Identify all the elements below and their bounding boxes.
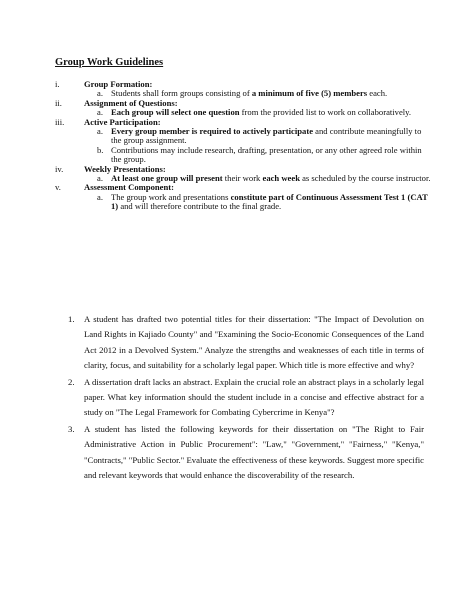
subitem-letter: a. bbox=[97, 173, 103, 184]
question-item bbox=[0, 375, 474, 421]
emphasis-text: each week bbox=[262, 173, 300, 184]
text-run: and will therefore contribute to the final grade. bbox=[118, 201, 282, 212]
guideline-heading: Weekly Presentations: bbox=[84, 163, 166, 174]
question-item bbox=[0, 422, 474, 484]
guideline-item bbox=[0, 99, 474, 118]
emphasis-text: Each group will select one question bbox=[111, 107, 240, 118]
guideline-heading: Assessment Component: bbox=[84, 182, 174, 193]
guideline-item bbox=[0, 118, 474, 165]
subitem-letter: a. bbox=[97, 107, 103, 118]
question-text: A dissertation draft lacks an abstract. Explain the crucial role an abstract plays in a scholarly legal paper. What key information should the student include in a concise and effective abstract for a study on "The Legal Framework for Combating Cybercrime in Kenya"? bbox=[84, 376, 424, 418]
subitem-text bbox=[111, 193, 431, 212]
guideline-numeral: iv. bbox=[55, 163, 64, 174]
text-run: each. bbox=[367, 88, 388, 99]
guideline-subitem bbox=[97, 144, 431, 165]
question-number: 2. bbox=[68, 376, 75, 387]
question-text: A student has drafted two potential titles for their dissertation: "The Impact of Devolution on Land Rights in Kajiado County" and "Examining the Socio-Economic Consequences of the Land Act 2012 in a Devolved System." Analyze the strengths and weaknesses of each title in terms of clarity, focus, and suitability for a scholarly legal paper. Which title is more effective and why? bbox=[84, 314, 424, 371]
emphasis-text: Every group member is required to actively participate bbox=[111, 126, 314, 137]
question-number: 1. bbox=[68, 314, 75, 324]
subitem-letter: a. bbox=[97, 191, 103, 202]
question-text: A student has listed the following keywords for their dissertation on "The Right to Fair Administrative Action in Public Procurement": "Law," "Government," "Fairness," "Kenya," "Contracts," "Public Sector." Evaluate the effectiveness of these keywords. Suggest more specific and relevant keywords that would enhance the discoverability of the research. bbox=[84, 423, 424, 481]
emphasis-text: a minimum of five (5) members bbox=[251, 88, 368, 99]
emphasis-text: At least one group will present bbox=[111, 173, 223, 184]
question-number: 3. bbox=[68, 423, 75, 434]
guideline-heading: Assignment of Questions: bbox=[84, 97, 178, 108]
guideline-numeral: iii. bbox=[55, 116, 65, 127]
text-run: from the provided list to work on collaboratively. bbox=[239, 107, 412, 118]
guideline-subitem bbox=[97, 126, 431, 146]
subitem-letter: a. bbox=[97, 88, 103, 99]
subitem-letter: a. bbox=[97, 126, 103, 137]
guideline-subitem bbox=[97, 191, 431, 212]
emphasis-text: constitute part of Continuous Assessment Test 1 (CAT 1) bbox=[111, 191, 428, 212]
text-run: The group work and presentations bbox=[111, 191, 231, 202]
text-run: Contributions may include research, drafting, presentation, or any other agreed role within the group. bbox=[111, 144, 422, 165]
guidelines-list bbox=[0, 80, 474, 212]
guideline-numeral: i. bbox=[55, 79, 60, 89]
guideline-numeral: v. bbox=[55, 182, 61, 193]
text-run: Students shall form groups consisting of bbox=[111, 88, 252, 99]
page-title: Group Work Guidelines bbox=[55, 57, 164, 68]
text-run: as scheduled by the course instructor. bbox=[299, 173, 431, 184]
text-run: their work bbox=[222, 173, 263, 184]
subitem-text bbox=[111, 146, 431, 165]
guideline-item bbox=[0, 165, 474, 184]
question-item bbox=[0, 312, 474, 374]
questions-list bbox=[0, 312, 474, 484]
guideline-item bbox=[0, 80, 474, 99]
guideline-numeral: ii. bbox=[55, 97, 62, 108]
guideline-heading: Group Formation: bbox=[84, 79, 153, 89]
subitem-letter: b. bbox=[97, 144, 104, 155]
subitem-text bbox=[111, 127, 431, 146]
guideline-item bbox=[0, 183, 474, 211]
text-run: and contribute meaningfully to the group assignment. bbox=[111, 126, 422, 146]
guideline-heading: Active Participation: bbox=[84, 116, 161, 127]
